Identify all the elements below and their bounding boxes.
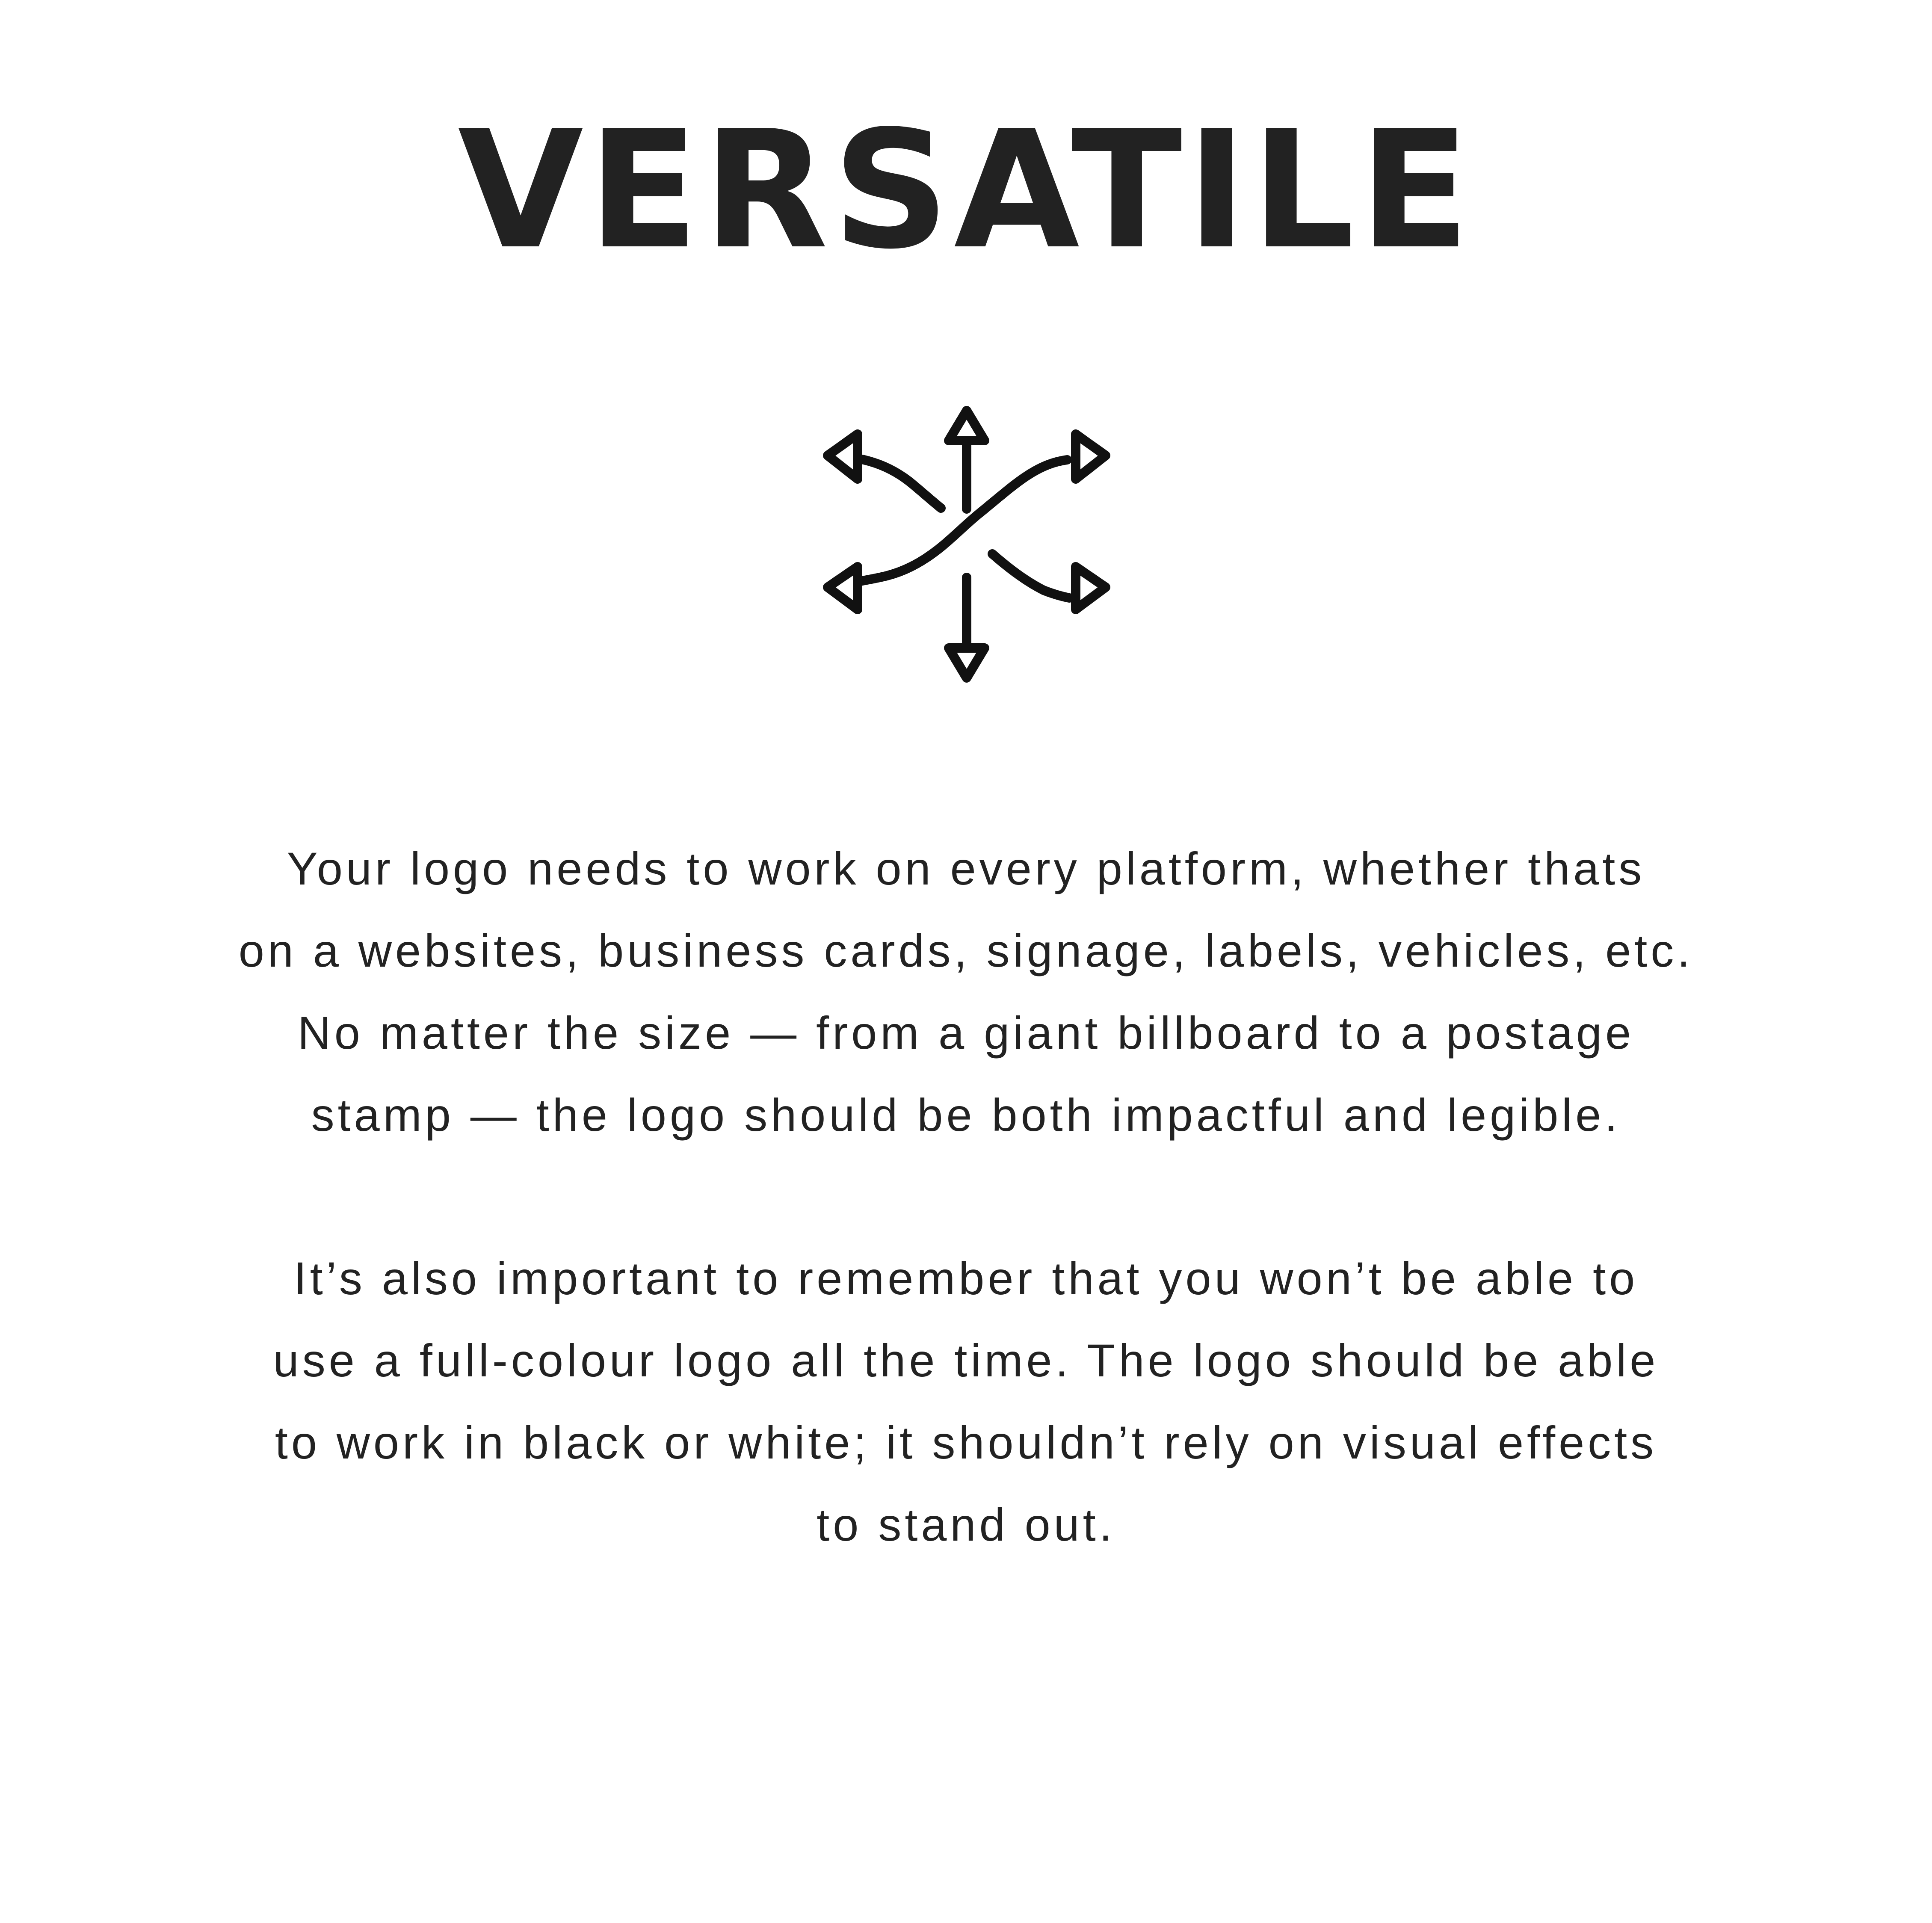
paragraph-line: to stand out. (817, 1499, 1115, 1550)
paragraph-line: It’s also important to remember that you won’t be able to (293, 1252, 1639, 1304)
versatile-arrows-icon (813, 393, 1121, 701)
paragraph-line: use a full-colour logo all the time. The logo should be able (273, 1334, 1659, 1386)
paragraph-2 (107, 1237, 1825, 1566)
paragraph-line: stamp — the logo should be both impactful and legible. (311, 1089, 1621, 1141)
paragraph-1 (107, 828, 1825, 1156)
paragraph-line: Your logo needs to work on every platform, whether thats (287, 843, 1645, 894)
page-title: VERSATILE (458, 95, 1474, 285)
paragraph-line: No matter the size — from a giant billboard to a postage (297, 1007, 1635, 1059)
paragraph-line: on a websites, business cards, signage, labels, vehicles, etc. (238, 925, 1694, 976)
paragraph-line: to work in black or white; it shouldn’t rely on visual effects (275, 1417, 1657, 1468)
